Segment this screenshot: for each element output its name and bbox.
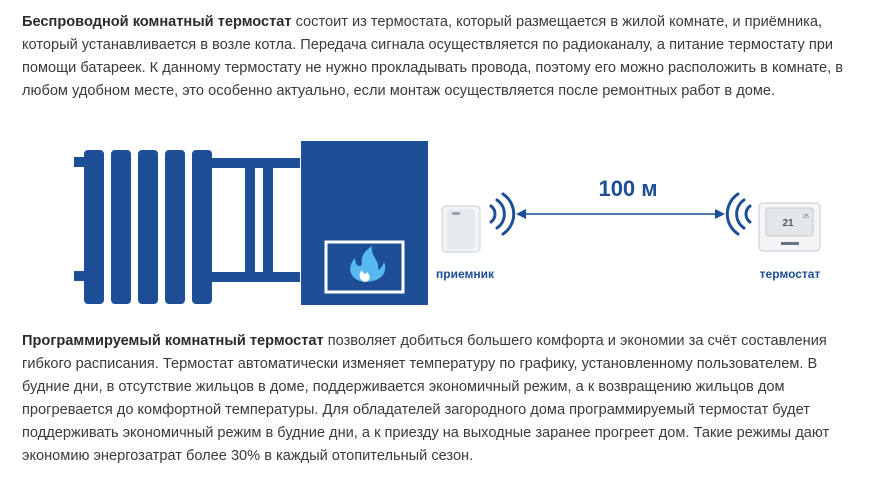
programmable-heading: Программируемый комнатный термостат xyxy=(22,333,324,349)
receiver-label: приемник xyxy=(436,267,494,281)
distance-arrow xyxy=(516,209,725,219)
signal-waves-left-icon xyxy=(727,194,750,234)
signal-waves-right-icon xyxy=(491,194,514,234)
programmable-paragraph xyxy=(22,330,862,468)
receiver-icon xyxy=(442,206,480,252)
thermostat-display: 21 xyxy=(782,218,794,229)
intro-text: состоит из термостата, который размещается в жилой комнате, и приёмника, который устанавливается в возле котла. Передача сигнала осуществляется по радиоканалу, а питание термостату при помощи батареек. К данному термостату не нужно прокладывать провода, поэтому его можно расположить в комнате, в любом удобном месте, это особенно актуально, если монтаж осуществляется после ремонтных работ в доме. xyxy=(22,14,843,99)
intro-heading: Беспроводной комнатный термостат xyxy=(22,14,292,30)
distance-label: 100 м xyxy=(598,176,658,201)
boiler-icon xyxy=(301,141,428,305)
thermostat-small-display: 25 xyxy=(803,214,809,220)
intro-paragraph xyxy=(22,11,862,103)
radiator-icon xyxy=(74,150,300,304)
thermostat-icon xyxy=(759,203,820,251)
thermostat-label: термостат xyxy=(759,267,821,281)
programmable-text: позволяет добиться большего комфорта и экономии за счёт составления гибкого расписания. Термостат автоматически изменяет температуру по графику, установленному пользователем. В будние дни, в отсутствие жильцов в доме, поддерживается экономичный режим, а к возвращению жильцов дом прогревается до комфортной температуры. Для обладателей загородного дома программируемый термостат будет поддерживать экономичный режим в будние дни, а к приезду на выходные заранее прогреет дом. Такие режимы дают экономию энергозатрат более 30% в каждый отопительный сезон. xyxy=(22,333,830,464)
wireless-thermostat-diagram xyxy=(0,130,874,310)
